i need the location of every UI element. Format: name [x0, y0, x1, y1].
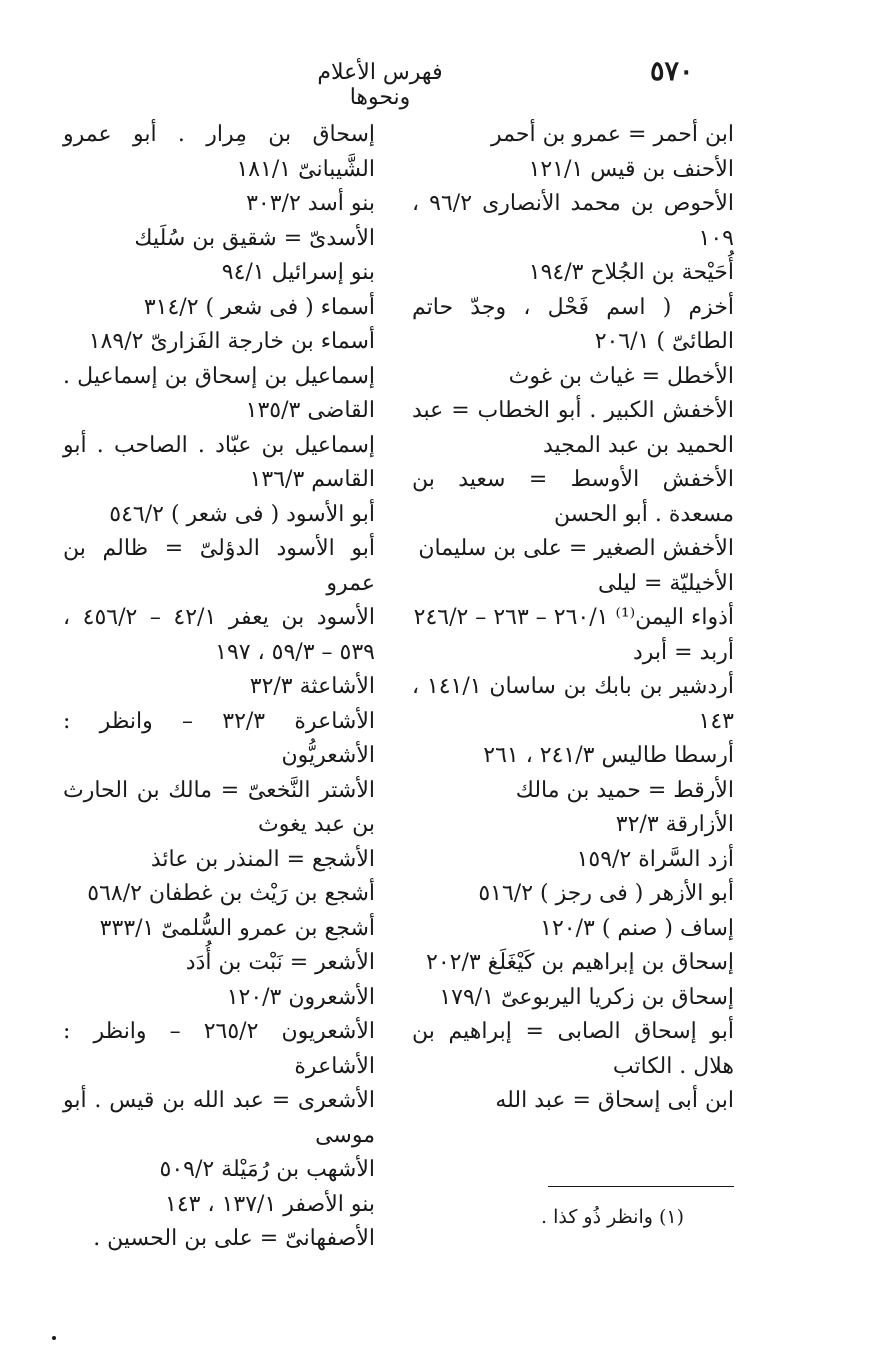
index-entry-text: الأخفش الأوسط = سعيد بن مسعدة . أبو الحسن: [412, 467, 734, 527]
index-entry-text: إساف ( صنم ) ١٢٠/٣: [540, 915, 734, 941]
index-entry-text: أردشير بن بابك بن ساسان ١٤١/١ ، ١٤٣: [412, 674, 735, 734]
index-entry: [412, 118, 734, 153]
index-entry-text: الأخطل = غياث بن غوث: [508, 363, 734, 389]
index-entry-text: الأخفش الكبير . أبو الخطاب = عبد الحميد بن عبد المجيد: [412, 398, 734, 458]
index-entry-text: الأشاعرة ٣٢/٣ – وانظر : الأشعريُّون: [63, 708, 375, 768]
index-entry-text: أذواء اليمن⁽¹⁾ ٢٦٠/١ – ٢٦٣ – ٢٤٦/٢: [413, 605, 734, 630]
index-entry: [63, 325, 375, 360]
index-entry: [412, 1015, 734, 1084]
index-entry: [63, 1015, 375, 1084]
index-entry: [412, 739, 734, 774]
index-entry: [412, 463, 734, 532]
index-entry-text: بنو إسرائيل ٩٤/١: [221, 260, 375, 285]
index-entry: [63, 705, 375, 774]
index-entry: [63, 118, 375, 187]
index-entry: [412, 946, 734, 981]
index-entry-text: الأخفش الصغير = على بن سليمان: [418, 536, 734, 561]
index-entry: [63, 601, 375, 670]
index-entry: [63, 498, 375, 533]
index-entry: [412, 843, 734, 878]
index-entry-text: الأزارقة ٣٢/٣: [615, 812, 734, 837]
index-entry: [412, 877, 734, 912]
index-entry-text: الأشعرون ١٢٠/٣: [226, 984, 375, 1010]
index-entry: [63, 256, 375, 291]
index-column-left: [63, 118, 375, 1257]
index-entry: [412, 256, 734, 291]
index-entry-text: الأشتر النَّخعىّ = مالك بن الحارث بن عبد يغوث: [63, 777, 375, 837]
index-entry: [63, 946, 375, 981]
index-entry: [412, 291, 734, 360]
index-entry: [63, 912, 375, 947]
index-entry-text: الأخيليّة = ليلى: [598, 570, 734, 596]
index-entry-text: إسحاق بن زكريا اليربوعىّ ١٧٩/١: [439, 984, 734, 1010]
index-entry: [63, 222, 375, 257]
index-entry: [412, 567, 734, 602]
running-title: فهرس الأعلام ونحوها: [317, 60, 443, 110]
index-entry-text: الأشاعثة ٣٢/٣: [249, 674, 375, 699]
index-entry: [412, 187, 734, 256]
index-entry-text: أشجع بن عمرو السُّلمىّ ٣٣٣/١: [99, 915, 375, 941]
index-entry: [412, 912, 734, 947]
index-entry-text: الأشعريون ٢٦٥/٢ – وانظر : الأشاعرة: [63, 1019, 376, 1079]
index-entry-text: الأسود بن يعفر ٤٢/١ – ٤٥٦/٢ ، ٥٣٩ – ٥٩/٣ ، ١٩٧: [63, 605, 376, 665]
index-entry-text: بنو الأصفر ١٣٧/١ ، ١٤٣: [165, 1191, 375, 1217]
index-entry-text: الأشجع = المنذر بن عائذ: [150, 846, 375, 872]
index-entry-text: بنو أسد ٣٠٣/٢: [246, 191, 375, 216]
index-entry-text: أخزم ( اسم فَحْل ، وجدّ حاتم الطائىّ ) ٢٠٦/١: [412, 294, 734, 354]
index-entry: [412, 1084, 734, 1119]
index-entry-text: أربد = أبرد: [633, 639, 734, 665]
index-entry: [63, 1153, 375, 1188]
index-entry: [412, 774, 734, 809]
index-entry: [63, 843, 375, 878]
index-entry-text: أبو الأزهر ( فى رجز ) ٥١٦/٢: [478, 881, 734, 906]
index-entry-text: أُحَيْحة بن الجُلاح ١٩٤/٣: [528, 260, 734, 285]
index-entry-text: أزد السَّراة ١٥٩/٢: [576, 846, 734, 872]
index-entry: [63, 187, 375, 222]
index-entry: [63, 291, 375, 326]
index-entry: [63, 877, 375, 912]
index-entry: [63, 360, 375, 429]
page-mark: [52, 1336, 56, 1340]
index-entry-text: الأصفهانىّ = على بن الحسين .: [93, 1226, 375, 1251]
index-entry-text: الأشعرى = عبد الله بن قيس . أبو موسى: [63, 1088, 375, 1148]
index-entry: [63, 532, 375, 601]
index-entry-text: الأرقط = حميد بن مالك: [515, 777, 734, 803]
index-entry: [412, 670, 734, 739]
index-entry-text: أشجع بن رَيْث بن غطفان ٥٦٨/٢: [87, 881, 375, 906]
index-entry-text: الأحنف بن قيس ١٢١/١: [528, 156, 734, 182]
index-entry: [412, 601, 734, 636]
index-entry-text: الأسدىّ = شقيق بن سُلَيك: [134, 225, 375, 251]
index-entry-text: ابن أحمر = عمرو بن أحمر: [491, 122, 734, 147]
index-entry-text: أبو الأسود الدؤلىّ = ظالم بن عمرو: [63, 536, 375, 596]
index-entry-text: أبو الأسود ( فى شعر ) ٥٤٦/٢: [109, 501, 375, 527]
index-entry: [412, 153, 734, 188]
index-entry-text: إسحاق بن إبراهيم بن كَيْغَلَغ ٢٠٢/٣: [426, 950, 734, 975]
index-entry-text: إسحاق بن مِرار . أبو عمرو الشَّيبانىّ ١٨١/١: [63, 122, 375, 182]
index-entry: [412, 808, 734, 843]
footnote-divider: [548, 1186, 734, 1187]
footnote: (١) وانظر ذُو كذا .: [541, 1206, 684, 1228]
index-entry: [412, 981, 734, 1016]
index-entry-text: إسماعيل بن إسحاق بن إسماعيل . القاضى ١٣٥/٣: [63, 363, 375, 423]
index-entry: [412, 360, 734, 395]
index-entry-text: أسماء بن خارجة الفَزارىّ ١٨٩/٢: [88, 329, 375, 354]
index-entry-text: الأشهب بن رُمَيْلة ٥٠٩/٢: [159, 1157, 375, 1182]
index-entry: [63, 1084, 375, 1153]
index-entry-text: أرسطا طاليس ٢٤١/٣ ، ٢٦١: [483, 743, 734, 768]
index-entry: [63, 1222, 375, 1257]
index-entry: [63, 670, 375, 705]
index-entry: [412, 394, 734, 463]
index-entry: [412, 636, 734, 671]
index-entry-text: الأحوص بن محمد الأنصارى ٩٦/٢ ، ١٠٩: [412, 191, 734, 251]
index-entry: [63, 1188, 375, 1223]
index-entry: [63, 429, 375, 498]
index-entry: [63, 981, 375, 1016]
index-entry-text: أسماء ( فى شعر ) ٣١٤/٢: [143, 294, 375, 320]
index-entry: [412, 532, 734, 567]
index-entry-text: إسماعيل بن عبّاد . الصاحب . أبو القاسم ١٣٦/٣: [63, 432, 375, 492]
index-entry-text: الأشعر = نَبْت بن أُدَد: [185, 950, 375, 975]
page-number: ٥٧٠: [650, 56, 694, 87]
index-entry-text: أبو إسحاق الصابى = إبراهيم بن هلال . الكاتب: [412, 1019, 734, 1079]
index-column-right: [412, 118, 734, 1119]
index-entry: [63, 774, 375, 843]
index-entry-text: ابن أبى إسحاق = عبد الله: [495, 1088, 734, 1113]
